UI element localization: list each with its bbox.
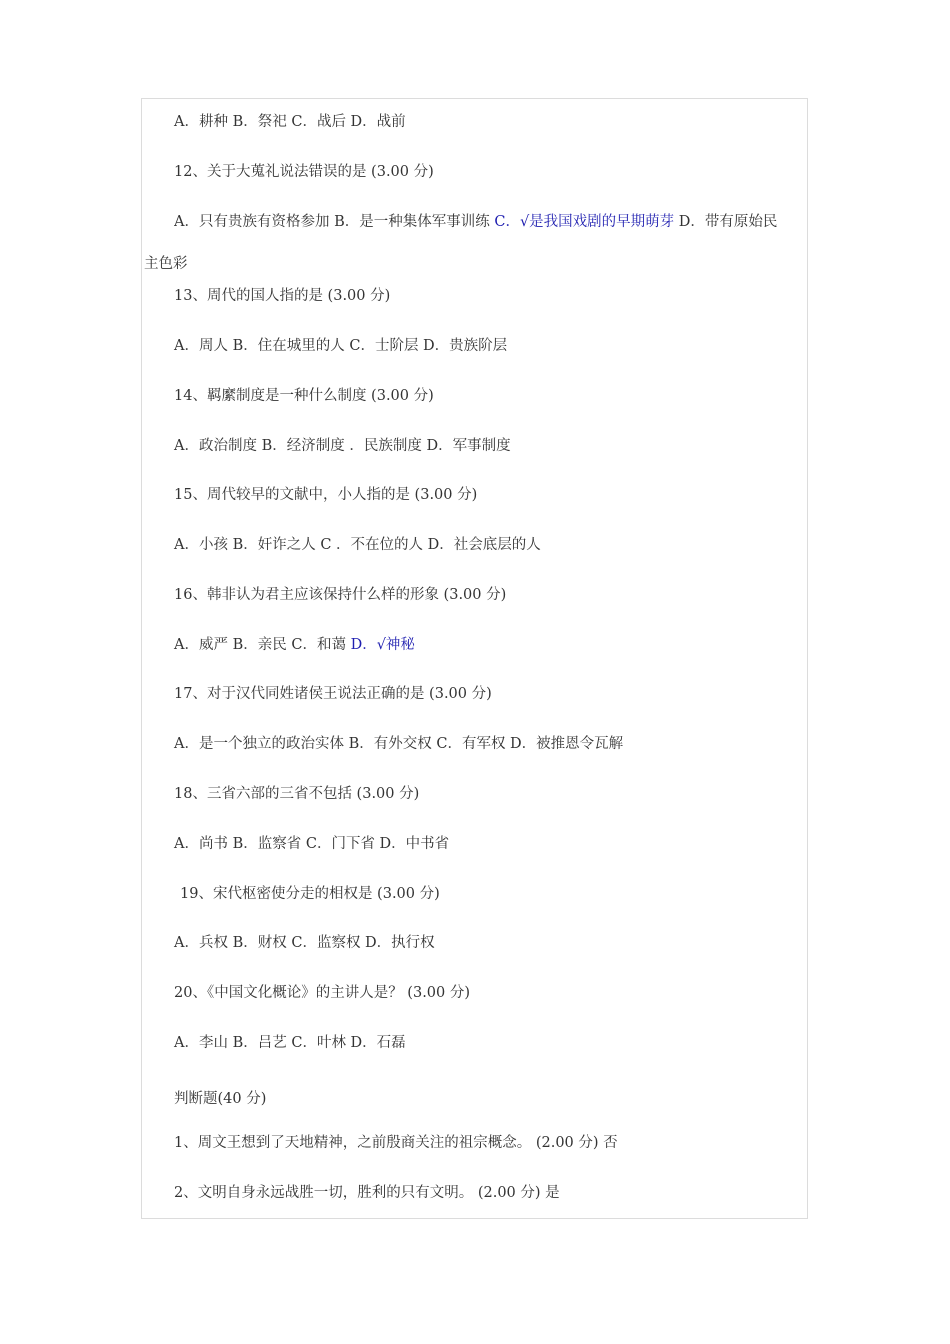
q12-options: A．只有贵族有资格参加 B．是一种集体军事训练 C．√是我国戏剧的早期萌芽 D．带有原始民 [174,214,778,230]
q13-options: A．周人 B．住在城里的人 C．士阶层 D．贵族阶层 [174,338,508,354]
q18-question: 18、三省六部的三省不包括 (3.00 分) [174,786,420,802]
q18-options: A．尚书 B．监察省 C．门下省 D．中书省 [174,836,450,852]
q15-question: 15、周代较早的文献中，小人指的是 (3.00 分) [174,487,478,503]
q17-options: A．是一个独立的政治实体 B．有外交权 C．有军权 D．被推恩令瓦解 [174,736,624,752]
q16-options: A．威严 B．亲民 C．和蔼 D．√神秘 [174,637,415,653]
q16-correct-answer: D．√神秘 [350,637,415,653]
q11-options: A．耕种 B．祭祀 C．战后 D．战前 [174,114,406,130]
q13-question: 13、周代的国人指的是 (3.00 分) [174,288,391,304]
q12-question: 12、关于大蒐礼说法错误的是 (3.00 分) [174,164,434,180]
q20-options: A．李山 B．吕艺 C．叶林 D．石磊 [174,1035,406,1051]
q19-options: A．兵权 B．财权 C．监察权 D．执行权 [174,935,435,951]
q12-correct-answer: C．√是我国戏剧的早期萌芽 [494,214,675,230]
tf-question-1: 1、周文王想到了天地精神，之前殷商关注的祖宗概念。 (2.00 分) 否 [174,1135,618,1151]
q20-question: 20、《中国文化概论》的主讲人是？ (3.00 分) [174,985,471,1001]
q14-options: A．政治制度 B．经济制度 ．民族制度 D．军事制度 [174,438,511,454]
q15-options: A．小孩 B．奸诈之人 C ．不在位的人 D．社会底层的人 [174,537,541,553]
tf-question-2: 2、文明自身永远战胜一切，胜利的只有文明。 (2.00 分) 是 [174,1185,560,1201]
section-heading-true-false: 判断题(40 分) [174,1091,267,1107]
q17-question: 17、对于汉代同姓诸侯王说法正确的是 (3.00 分) [174,686,492,702]
q19-question: 19、宋代枢密使分走的相权是 (3.00 分) [180,886,440,902]
q12-options-continued: 主色彩 [144,256,188,272]
q16-question: 16、韩非认为君主应该保持什么样的形象 (3.00 分) [174,587,507,603]
q14-question: 14、羁縻制度是一种什么制度 (3.00 分) [174,388,434,404]
